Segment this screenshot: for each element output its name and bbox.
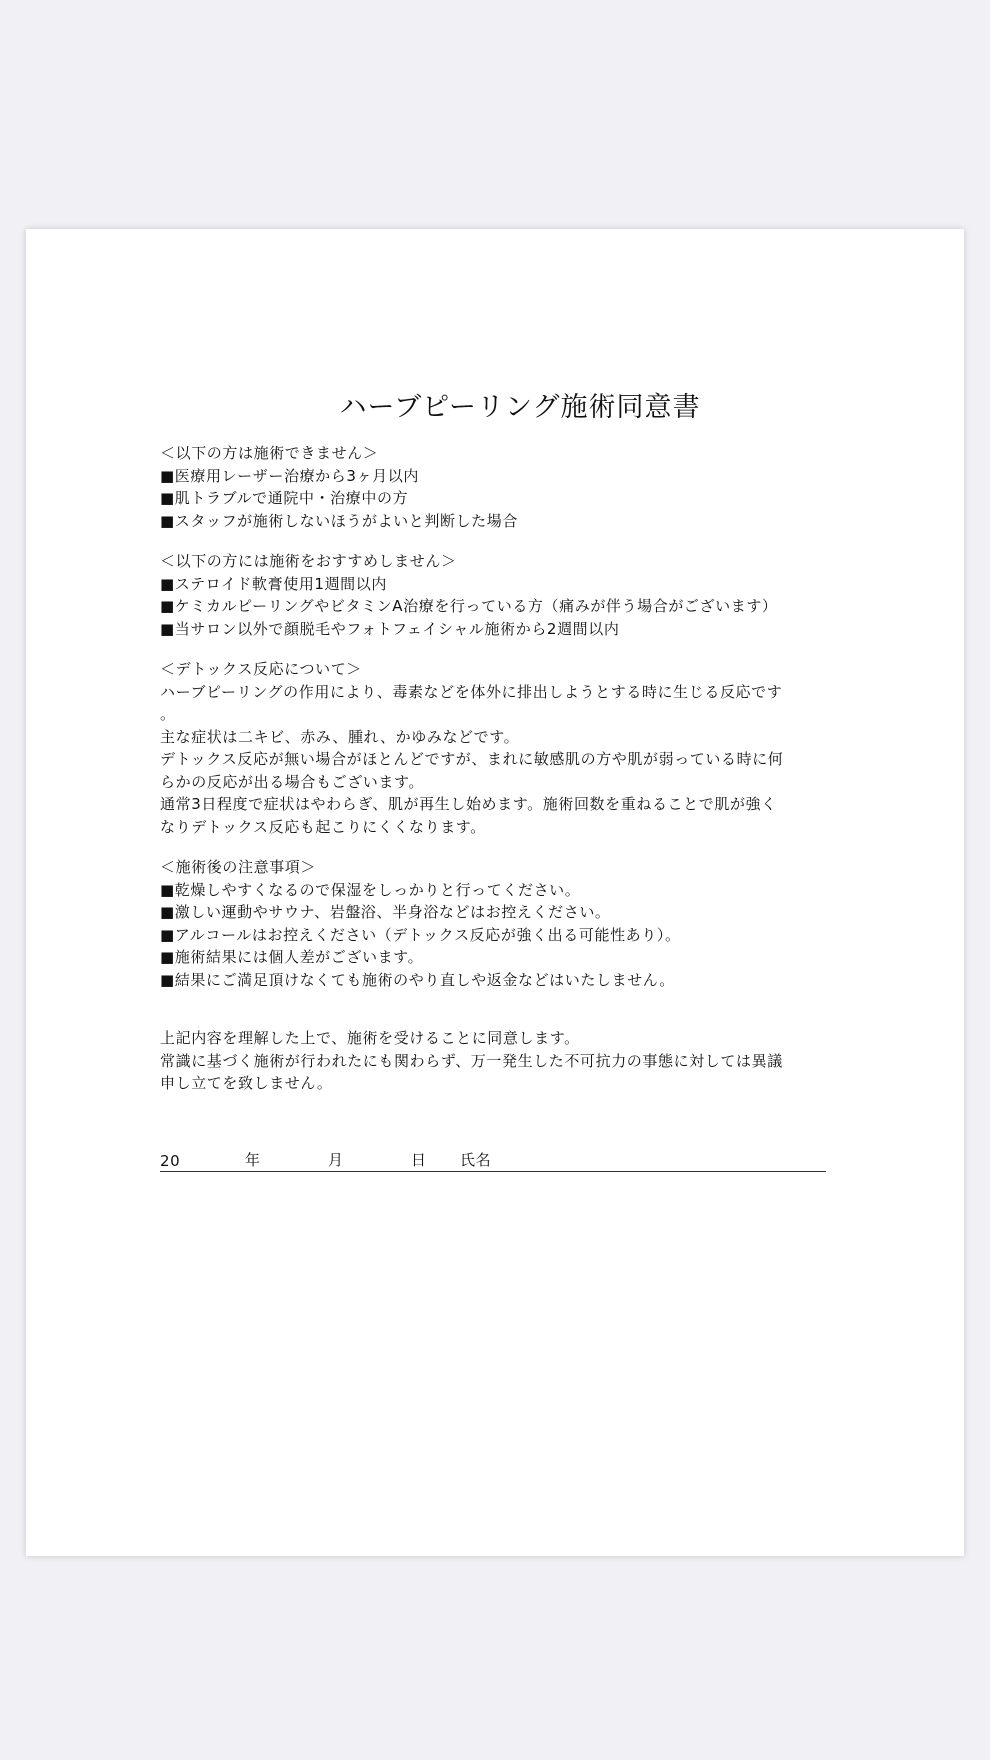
date-month-label: 月: [328, 1151, 344, 1169]
list-item: ■肌トラブルで通院中・治療中の方: [160, 489, 409, 507]
list-item: ■スタッフが施術しないほうがよいと判断した場合: [160, 511, 518, 530]
list-item: ■激しい運動やサウナ、岩盤浴、半身浴などはお控えください。: [160, 903, 611, 921]
list-item: ■当サロン以外で顔脱毛やフォトフェイシャル施術から2週間以内: [160, 619, 620, 638]
section-heading: ＜施術後の注意事項＞: [160, 858, 317, 876]
paragraph-line: 通常3日程度で症状はやわらぎ、肌が再生し始めます。施術回数を重ねることで肌が強く: [160, 795, 777, 813]
section-not-recommended: [160, 550, 840, 640]
date-day-label: 日: [411, 1151, 427, 1169]
section-heading: ＜以下の方には施術をおすすめしません＞: [160, 552, 457, 570]
document-page: [26, 229, 964, 1556]
list-item: ■結果にご満足頂けなくても施術のやり直しや返金などはいたしません。: [160, 970, 675, 989]
section-detox: [160, 658, 840, 838]
section-aftercare: [160, 856, 840, 991]
date-year-prefix: 20: [160, 1152, 181, 1170]
list-item: ■乾燥しやすくなるので保湿をしっかりと行ってください。: [160, 880, 581, 899]
signature-line[interactable]: [160, 1147, 826, 1172]
paragraph-line: なりデトックス反応も起こりにくくなります。: [160, 817, 486, 836]
paragraph-line: 。: [160, 705, 176, 723]
date-year-label: 年: [245, 1151, 261, 1169]
list-item: ■ステロイド軟膏使用1週間以内: [160, 574, 387, 593]
section-not-allowed: [160, 442, 840, 532]
section-heading: ＜デトックス反応について＞: [160, 660, 362, 678]
list-item: ■アルコールはお控えください（デトックス反応が強く出る可能性あり）。: [160, 925, 681, 944]
document-title: ハーブピーリング施術同意書: [339, 392, 701, 423]
list-item: ■ケミカルピーリングやビタミンA治療を行っている方（痛みが伴う場合がございます）: [160, 597, 778, 615]
section-consent: [160, 1027, 840, 1095]
paragraph-line: デトックス反応が無い場合がほとんどですが、まれに敏感肌の方や肌が弱っている時に何: [160, 750, 784, 768]
list-item: ■医療用レーザー治療から3ヶ月以内: [160, 466, 419, 485]
paragraph-line: ハーブピーリングの作用により、毒素などを体外に排出しようとする時に生じる反応です: [160, 682, 783, 701]
paragraph-line: 上記内容を理解した上で、施術を受けることに同意します。: [160, 1029, 580, 1047]
list-item: ■施術結果には個人差がございます。: [160, 948, 424, 966]
paragraph-line: 申し立てを致しません。: [160, 1074, 333, 1092]
paragraph-line: 常識に基づく施術が行われたにも関わらず、万一発生した不可抗力の事態に対しては異議: [160, 1051, 783, 1070]
paragraph-line: 主な症状は二キビ、赤み、腫れ、かゆみなどです。: [160, 727, 520, 746]
section-heading: ＜以下の方は施術できません＞: [160, 444, 379, 462]
name-label: 氏名: [460, 1151, 492, 1169]
paragraph-line: らかの反応が出る場合もございます。: [160, 772, 425, 791]
